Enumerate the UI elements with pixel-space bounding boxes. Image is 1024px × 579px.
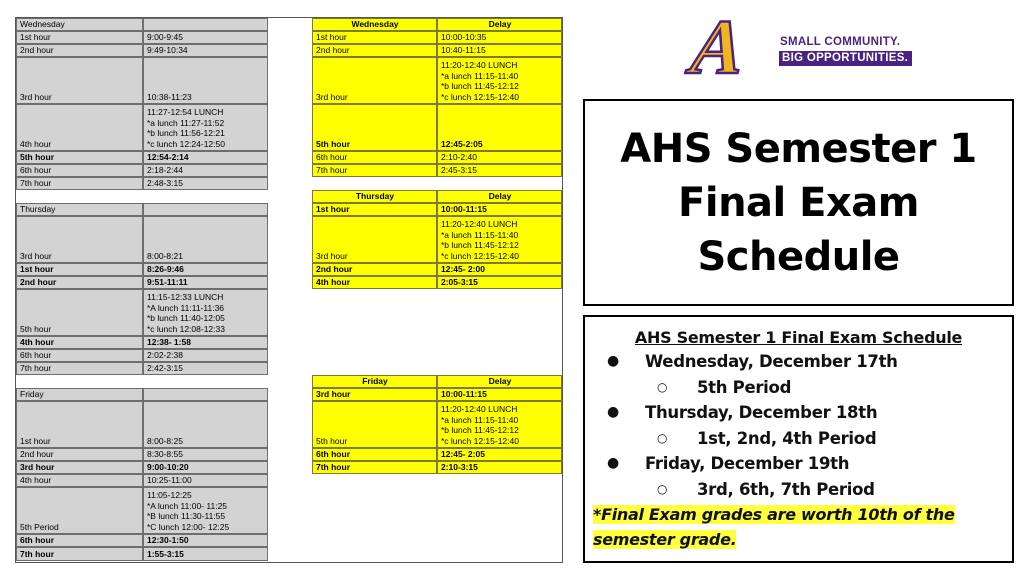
- cell-td-2nd-time: 12:45- 2:00: [437, 263, 562, 276]
- cell-fd-header-day: Friday: [312, 375, 437, 388]
- grade-note: [593, 503, 1004, 552]
- cell-thursday-day-time: [143, 203, 268, 216]
- cell-t-5th-hour: 5th hour: [16, 289, 143, 336]
- cell-wd-header-delay: Delay: [437, 18, 562, 31]
- cell-w-7th-time: 2:48-3:15: [143, 177, 268, 190]
- cell-t-1st-time: 8:26-9:46: [143, 263, 268, 276]
- info-periods-friday: [593, 477, 1004, 503]
- cell-td-header-delay: Delay: [437, 190, 562, 203]
- day-label: Thursday, December 18th: [645, 403, 878, 422]
- cell-w-1st-time: 9:00-9:45: [143, 31, 268, 44]
- cell-fd-header-delay: Delay: [437, 375, 562, 388]
- cell-wednesday-day-time: [143, 18, 268, 31]
- exam-info-box: [583, 315, 1014, 563]
- info-periods-thursday: [593, 426, 1004, 452]
- cell-td-4th-hour: 4th hour: [312, 276, 437, 289]
- cell-w-2nd-time: 9:49-10:34: [143, 44, 268, 57]
- cell-fd-5th-hour: 5th hour: [312, 401, 437, 448]
- cell-f-7th-time: 1:55-3:15: [143, 547, 268, 561]
- periods-label: 1st, 2nd, 4th Period: [697, 428, 877, 448]
- cell-f-3rd-hour: 3rd hour: [16, 461, 143, 474]
- cell-w-2nd-hour: 2nd hour: [16, 44, 143, 57]
- title-line-3: Schedule: [697, 233, 900, 280]
- cell-td-1st-hour: 1st hour: [312, 203, 437, 216]
- cell-wd-3rd-time: 11:20-12:40 LUNCH *a lunch 11:15-11:40 *b lunch 11:45-12:12 *c lunch 12:15-12:40: [437, 57, 562, 104]
- cell-t-2nd-time: 9:51-11:11: [143, 276, 268, 289]
- periods-label: 5th Period: [697, 377, 792, 397]
- cell-td-header-day: Thursday: [312, 190, 437, 203]
- cell-wd-header-day: Wednesday: [312, 18, 437, 31]
- grade-note-line-1: *Final Exam grades are worth 10th of the: [593, 505, 955, 524]
- cell-w-4th-time: 11:27-12:54 LUNCH *a lunch 11:27-11:52 *b lunch 11:56-12:21 *c lunch 12:24-12:50: [143, 104, 268, 151]
- info-day-friday: [593, 451, 1004, 477]
- cell-wd-6th-time: 2:10-2:40: [437, 151, 562, 164]
- cell-w-3rd-hour: 3rd hour: [16, 57, 143, 104]
- cell-fd-7th-time: 2:10-3:15: [437, 461, 562, 474]
- bullet-icon: ●: [607, 455, 619, 471]
- cell-f-4th-time: 10:25-11:00: [143, 474, 268, 487]
- cell-td-2nd-hour: 2nd hour: [312, 263, 437, 276]
- sub-bullet-icon: ○: [657, 430, 668, 445]
- cell-w-4th-hour: 4th hour: [16, 104, 143, 151]
- cell-t-7th-time: 2:42-3:15: [143, 362, 268, 375]
- cell-w-5th-time: 12:54-2:14: [143, 151, 268, 164]
- cell-friday-day-label: Friday: [16, 388, 143, 401]
- cell-w-3rd-time: 10:38-11:23: [143, 57, 268, 104]
- cell-wd-6th-hour: 6th hour: [312, 151, 437, 164]
- cell-t-1st-hour: 1st hour: [16, 263, 143, 276]
- cell-fd-7th-hour: 7th hour: [312, 461, 437, 474]
- info-day-thursday: [593, 400, 1004, 426]
- cell-f-5th-time: 11:05-12:25 *A lunch 11:00- 11:25 *B lunch 11:30-11:55 *C lunch 12:00- 12:25: [143, 487, 268, 534]
- cell-f-5th-period: 5th Period: [16, 487, 143, 534]
- cell-fd-3rd-hour: 3rd hour: [312, 388, 437, 401]
- info-heading: AHS Semester 1 Final Exam Schedule: [634, 328, 963, 347]
- cell-f-2nd-hour: 2nd hour: [16, 448, 143, 461]
- day-label: Wednesday, December 17th: [645, 352, 898, 371]
- cell-t-3rd-hour: 3rd hour: [16, 216, 143, 263]
- cell-w-1st-hour: 1st hour: [16, 31, 143, 44]
- sub-bullet-icon: ○: [657, 379, 668, 394]
- cell-f-6th-hour: 6th hour: [16, 534, 143, 547]
- cell-w-5th-hour: 5th hour: [16, 151, 143, 164]
- cell-t-4th-time: 12:38- 1:58: [143, 336, 268, 349]
- cell-friday-day-time: [143, 388, 268, 401]
- cell-wd-1st-hour: 1st hour: [312, 31, 437, 44]
- cell-td-4th-time: 2:05-3:15: [437, 276, 562, 289]
- cell-fd-6th-time: 12:45- 2:05: [437, 448, 562, 461]
- school-logo: [687, 3, 927, 90]
- cell-wd-3rd-hour: 3rd hour: [312, 57, 437, 104]
- cell-wd-5th-hour: 5th hour: [312, 104, 437, 151]
- cell-t-6th-hour: 6th hour: [16, 349, 143, 362]
- cell-t-7th-hour: 7th hour: [16, 362, 143, 375]
- cell-wd-2nd-time: 10:40-11:15: [437, 44, 562, 57]
- cell-wd-5th-time: 12:45-2:05: [437, 104, 562, 151]
- cell-w-6th-time: 2:18-2:44: [143, 164, 268, 177]
- bullet-icon: ●: [607, 353, 619, 369]
- title-line-2: Final Exam: [678, 179, 919, 226]
- cell-wd-2nd-hour: 2nd hour: [312, 44, 437, 57]
- logo-a-letter: A: [687, 3, 749, 90]
- info-day-wednesday: [593, 349, 1004, 375]
- cell-f-1st-time: 8:00-8:25: [143, 401, 268, 448]
- cell-fd-5th-time: 11:20-12:40 LUNCH *a lunch 11:15-11:40 *b lunch 11:45-12:12 *c lunch 12:15-12:40: [437, 401, 562, 448]
- cell-f-2nd-time: 8:30-8:55: [143, 448, 268, 461]
- title-box: [583, 99, 1014, 306]
- cell-t-4th-hour: 4th hour: [16, 336, 143, 349]
- periods-label: 3rd, 6th, 7th Period: [697, 479, 875, 499]
- cell-td-3rd-hour: 3rd hour: [312, 216, 437, 263]
- logo-tagline-top: SMALL COMMUNITY.: [780, 36, 901, 48]
- cell-w-6th-hour: 6th hour: [16, 164, 143, 177]
- grade-note-line-2: semester grade.: [593, 529, 737, 549]
- sub-bullet-icon: ○: [657, 481, 668, 496]
- cell-t-3rd-time: 8:00-8:21: [143, 216, 268, 263]
- bullet-icon: ●: [607, 404, 619, 420]
- logo-tagline-bottom: BIG OPPORTUNITIES.: [779, 51, 912, 66]
- title-line-1: AHS Semester 1: [620, 125, 977, 172]
- cell-f-6th-time: 12:30-1:50: [143, 534, 268, 547]
- cell-thursday-day-label: Thursday: [16, 203, 143, 216]
- cell-fd-6th-hour: 6th hour: [312, 448, 437, 461]
- cell-wednesday-day-label: Wednesday: [16, 18, 143, 31]
- cell-t-6th-time: 2:02-2:38: [143, 349, 268, 362]
- cell-wd-7th-time: 2:45-3:15: [437, 164, 562, 177]
- cell-f-4th-hour: 4th hour: [16, 474, 143, 487]
- cell-f-3rd-time: 9:00-10:20: [143, 461, 268, 474]
- cell-t-2nd-hour: 2nd hour: [16, 276, 143, 289]
- cell-td-3rd-time: 11:20-12:40 LUNCH *a lunch 11:15-11:40 *b lunch 11:45-12:12 *c lunch 12:15-12:40: [437, 216, 562, 263]
- info-periods-wednesday: [593, 375, 1004, 401]
- cell-wd-7th-hour: 7th hour: [312, 164, 437, 177]
- day-label: Friday, December 19th: [645, 454, 850, 473]
- cell-fd-3rd-time: 10:00-11:15: [437, 388, 562, 401]
- cell-t-5th-time: 11:15-12:33 LUNCH *A lunch 11:11-11:36 *b lunch 11:40-12:05 *c lunch 12:08-12:33: [143, 289, 268, 336]
- cell-wd-1st-time: 10:00-10:35: [437, 31, 562, 44]
- cell-td-1st-time: 10:00-11:15: [437, 203, 562, 216]
- schedule-spreadsheet: [15, 17, 563, 563]
- cell-f-1st-hour: 1st hour: [16, 401, 143, 448]
- cell-w-7th-hour: 7th hour: [16, 177, 143, 190]
- cell-f-7th-hour: 7th hour: [16, 547, 143, 561]
